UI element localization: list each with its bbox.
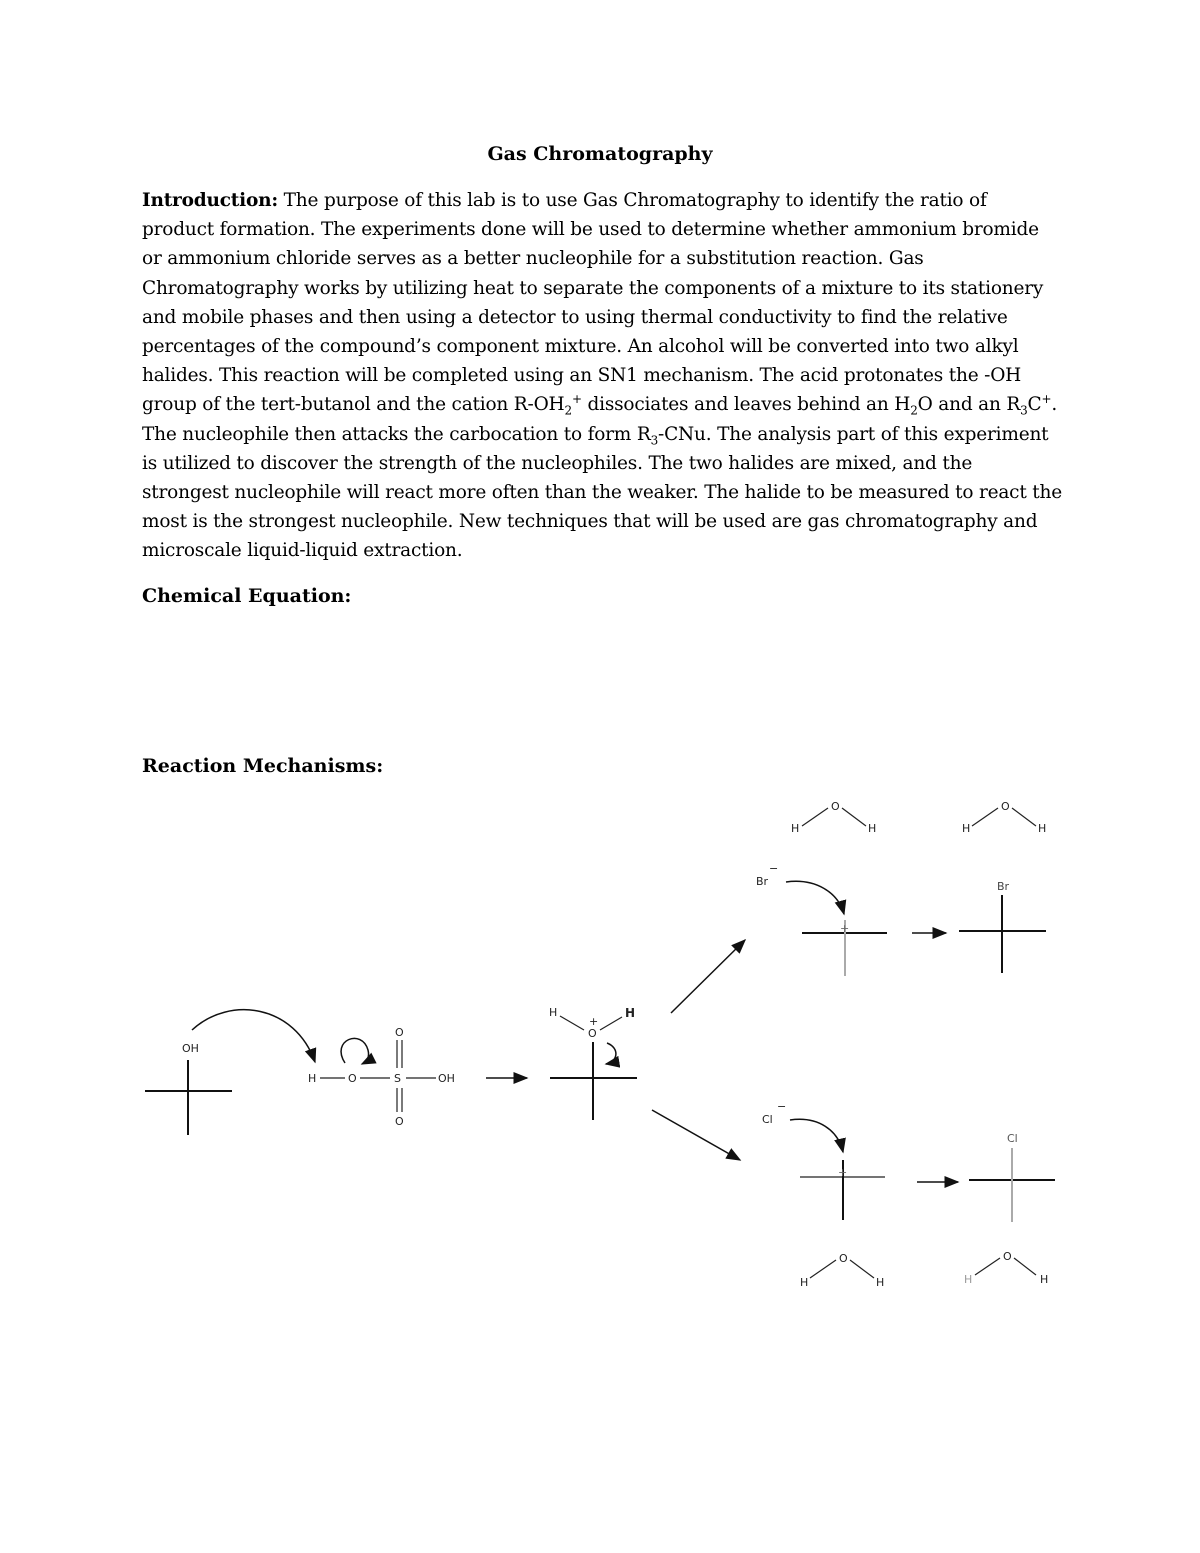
intro-text-3: O and an R <box>917 394 1021 416</box>
tbutanol-oh-label: OH <box>182 1042 199 1055</box>
curved-arrow-chloride-attack <box>790 1119 843 1152</box>
oxonium-intermediate <box>549 1006 637 1120</box>
chloride-pathway <box>762 1100 1055 1289</box>
acid-s-label: S <box>394 1072 401 1085</box>
intro-text-2: dissociates and leaves behind an H <box>581 394 911 416</box>
acid-oh-label: OH <box>438 1072 455 1085</box>
intro-text-1: The purpose of this lab is to use Gas Chromatography to identify the ratio of product formation. The experiments done will be used to determine whether ammonium bromide or ammonium chloride serves as a better nucleophile for a substitution reaction. Gas Chromatography works by utilizing heat to separate the components of a mixture to its stationery and mobile phases and then using a detector to using thermal conductivity to find the relative percentages of the compound’s component mixture. An alcohol will be converted into two alkyl halides. This reaction will be completed using an SN1 mechanism. The acid protonates the -OH group of the tert-butanol and the cation R-OH <box>142 190 1044 416</box>
carbocation-plus-label: + <box>840 922 850 935</box>
product-cl-label: Cl <box>1007 1132 1018 1145</box>
acid-o-label: O <box>348 1072 357 1085</box>
bromide-pathway <box>756 800 1046 976</box>
tert-butanol-molecule <box>145 1042 232 1135</box>
acid-o-top-label: O <box>395 1026 404 1039</box>
water-h-label: H <box>800 1276 809 1289</box>
reaction-mechanisms-heading: Reaction Mechanisms: <box>142 755 384 777</box>
water-h-label: H <box>1038 822 1047 835</box>
intro-label: Introduction: <box>142 190 278 211</box>
water-h-label: H <box>791 822 800 835</box>
oxonium-h-right-label: H <box>625 1006 636 1020</box>
water-o-label: O <box>1003 1250 1012 1263</box>
water-o-label: O <box>839 1252 848 1265</box>
product-br-label: Br <box>997 880 1010 893</box>
intro-sup-1: + <box>571 392 582 407</box>
intro-sub-4: 3 <box>650 433 659 448</box>
water-h-label: H <box>1040 1273 1049 1286</box>
water-o-label: O <box>1001 800 1010 813</box>
document-title: Gas Chromatography <box>487 143 713 165</box>
water-h-label: H <box>876 1276 885 1289</box>
water-o-label: O <box>831 800 840 813</box>
oxonium-o-label: O <box>588 1027 597 1040</box>
acid-o-bottom-label: O <box>395 1115 404 1128</box>
intro-sub-1: 2 <box>564 404 572 419</box>
water-h-label: H <box>868 822 877 835</box>
intro-text-4: C <box>1027 394 1042 416</box>
branch-arrow-bromide <box>671 940 745 1013</box>
bromide-label: Br <box>756 875 769 888</box>
intro-text-5: . The nucleophile then attacks the carbocation to form R <box>142 394 1058 445</box>
acid-h-label: H <box>308 1072 317 1085</box>
carbocation-plus-label: + <box>838 1166 848 1179</box>
sulfuric-acid-molecule <box>308 1026 455 1128</box>
branch-arrow-chloride <box>652 1110 740 1160</box>
bromide-charge-label: − <box>769 862 779 875</box>
intro-sup-2: + <box>1041 392 1052 407</box>
chloride-label: Cl <box>762 1113 773 1126</box>
curved-arrow-water-leave <box>606 1043 616 1064</box>
water-h-label: H <box>964 1273 973 1286</box>
water-h-label: H <box>962 822 971 835</box>
intro-sub-3: 3 <box>1020 404 1028 419</box>
intro-sub-2: 2 <box>910 404 918 419</box>
intro-text-6: -CNu. The analysis part of this experiment is utilized to discover the strength of the nucleophiles. The two halides are mixed, and the strongest nucleophile will react more often than the weaker. The halide to be measured to react the most is the strongest nucleophile. New techniques that will be used are gas chromatography and microscale liquid-liquid extraction. <box>142 423 1062 562</box>
oxonium-h-left-label: H <box>549 1006 558 1019</box>
curved-arrow-oh-attack <box>192 1010 315 1062</box>
oxonium-plus-label: + <box>589 1015 599 1028</box>
chemical-equation-heading: Chemical Equation: <box>142 585 352 607</box>
curved-arrow-bromide-attack <box>786 881 844 914</box>
curved-arrow-oh-bond <box>341 1038 368 1064</box>
chloride-charge-label: − <box>777 1100 787 1113</box>
